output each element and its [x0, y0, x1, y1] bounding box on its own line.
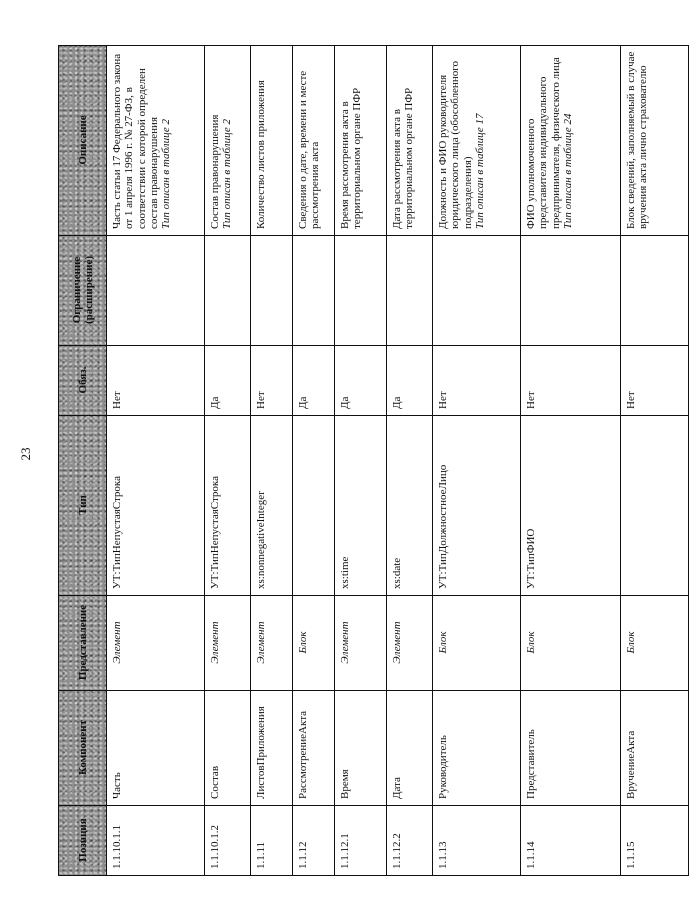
header-type: Тип	[59, 416, 107, 596]
table-row	[293, 46, 335, 876]
cell-restriction	[433, 236, 521, 346]
cell-description	[621, 46, 689, 236]
description-note: Тип описан в таблице 17	[473, 113, 486, 229]
page-number: 23	[18, 447, 33, 461]
description-text: Сведения о дате, времени и месте рассмотрения акта	[297, 70, 322, 229]
cell-type: УТ:ТипФИО	[521, 416, 621, 596]
table-row	[335, 46, 387, 876]
cell-component: Дата	[387, 691, 433, 806]
header-representation: Представление	[59, 596, 107, 691]
cell-component: Представитель	[521, 691, 621, 806]
cell-position: 1.1.15	[621, 806, 689, 876]
cell-representation: Блок	[621, 596, 689, 691]
description-text: Состав правонарушения	[209, 114, 221, 229]
description-text: Дата рассмотрения акта в территориальном органе ПФР	[391, 87, 416, 229]
cell-restriction	[335, 236, 387, 346]
description-text: ФИО уполномоченного представителя индивидуального предпринимателя, физического лица	[525, 57, 562, 229]
description-note: Тип описан в таблице 24	[561, 113, 574, 229]
header-position: Позиция	[59, 806, 107, 876]
cell-representation: Блок	[433, 596, 521, 691]
document-table-container	[58, 46, 658, 876]
cell-representation: Элемент	[387, 596, 433, 691]
cell-position: 1.1.11	[251, 806, 293, 876]
cell-component: Руководитель	[433, 691, 521, 806]
cell-position: 1.1.12.1	[335, 806, 387, 876]
cell-required: Нет	[433, 346, 521, 416]
cell-required: Нет	[521, 346, 621, 416]
cell-component: Состав	[205, 691, 251, 806]
cell-representation: Элемент	[335, 596, 387, 691]
cell-required: Да	[387, 346, 433, 416]
cell-representation: Элемент	[205, 596, 251, 691]
cell-description	[251, 46, 293, 236]
cell-type: xs:time	[335, 416, 387, 596]
cell-restriction	[293, 236, 335, 346]
table-row	[251, 46, 293, 876]
cell-required: Нет	[251, 346, 293, 416]
cell-required: Да	[335, 346, 387, 416]
cell-description	[335, 46, 387, 236]
table-header-row	[59, 46, 107, 876]
cell-required: Да	[205, 346, 251, 416]
cell-component: Время	[335, 691, 387, 806]
header-component: Компонент	[59, 691, 107, 806]
cell-representation: Блок	[293, 596, 335, 691]
cell-type	[621, 416, 689, 596]
cell-component: Часть	[107, 691, 205, 806]
table-row	[521, 46, 621, 876]
cell-type	[293, 416, 335, 596]
cell-type: УТ:ТипДолжностноеЛицо	[433, 416, 521, 596]
cell-position: 1.1.10.1.1	[107, 806, 205, 876]
cell-type: УТ:ТипНепустаяСтрока	[205, 416, 251, 596]
cell-restriction	[107, 236, 205, 346]
table-row	[387, 46, 433, 876]
cell-required: Нет	[621, 346, 689, 416]
table-row	[621, 46, 689, 876]
cell-description	[387, 46, 433, 236]
description-text: Время рассмотрения акта в территориальном органе ПФР	[339, 87, 364, 229]
cell-description	[293, 46, 335, 236]
description-note: Тип описан в таблице 2	[160, 119, 173, 229]
cell-description	[205, 46, 251, 236]
cell-representation: Блок	[521, 596, 621, 691]
description-note: Тип описан в таблице 2	[221, 119, 234, 229]
description-text: Блок сведений, заполняемый в случае вручения акта лично страхователю	[625, 51, 650, 229]
cell-component: ВручениеАкта	[621, 691, 689, 806]
cell-position: 1.1.12.2	[387, 806, 433, 876]
cell-description	[521, 46, 621, 236]
cell-position: 1.1.12	[293, 806, 335, 876]
description-text: Часть статьи 17 Федерального закона от 1 апреля 1996 г. № 27-ФЗ, в соответствии с которой определен состав правонарушения	[111, 53, 160, 229]
cell-representation: Элемент	[251, 596, 293, 691]
cell-component: ЛистовПриложения	[251, 691, 293, 806]
header-restriction: Ограничение (расширение)	[59, 236, 107, 346]
header-description: Описание	[59, 46, 107, 236]
cell-type: УТ:ТипНепустаяСтрока	[107, 416, 205, 596]
cell-position: 1.1.14	[521, 806, 621, 876]
cell-required: Нет	[107, 346, 205, 416]
cell-restriction	[251, 236, 293, 346]
cell-type: xs:nonnegativeInteger	[251, 416, 293, 596]
cell-restriction	[205, 236, 251, 346]
cell-required: Да	[293, 346, 335, 416]
table-row	[433, 46, 521, 876]
description-text: Количество листов приложения	[255, 80, 267, 229]
cell-position: 1.1.13	[433, 806, 521, 876]
cell-restriction	[387, 236, 433, 346]
cell-description	[107, 46, 205, 236]
cell-restriction	[621, 236, 689, 346]
description-text: Должность и ФИО руководителя юридического лица (обособленного подразделения)	[437, 61, 474, 229]
header-required: Обяз.	[59, 346, 107, 416]
cell-restriction	[521, 236, 621, 346]
cell-representation: Элемент	[107, 596, 205, 691]
cell-description	[433, 46, 521, 236]
specification-table	[58, 45, 689, 876]
table-row	[107, 46, 205, 876]
table-row	[205, 46, 251, 876]
cell-position: 1.1.10.1.2	[205, 806, 251, 876]
cell-component: РассмотрениеАкта	[293, 691, 335, 806]
cell-type: xs:date	[387, 416, 433, 596]
